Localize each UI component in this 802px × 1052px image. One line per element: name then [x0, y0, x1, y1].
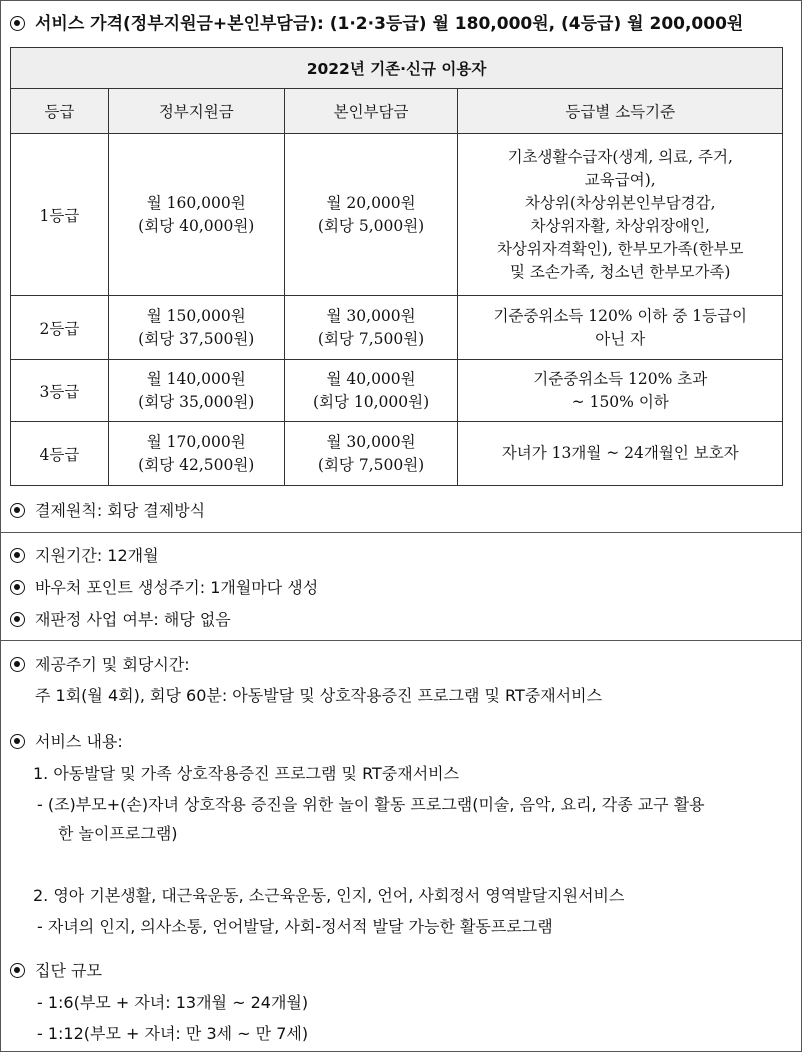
bullet-icon [10, 548, 25, 563]
grade-cell: 2등급 [11, 296, 109, 360]
section-divider [0, 640, 802, 641]
frequency-title: 제공주기 및 회당시간: [10, 654, 190, 676]
self-cell: 월 30,000원 (회당 7,500원) [284, 422, 458, 486]
bullet-icon [10, 612, 25, 627]
content-item-1: 1. 아동발달 및 가족 상호작용증진 프로그램 및 RT중재서비스 [33, 764, 460, 783]
gov-cell: 월 150,000원 (회당 37,500원) [108, 296, 284, 360]
bullet-icon [10, 503, 25, 518]
criteria-cell: 기준중위소득 120% 초과 ~ 150% 이하 [458, 360, 783, 422]
table-row [11, 296, 783, 360]
price-header [10, 13, 743, 35]
table-header-row [11, 89, 783, 134]
bullet-icon [10, 657, 25, 672]
gov-cell: 월 170,000원 (회당 42,500원) [108, 422, 284, 486]
criteria-cell: 기초생활수급자(생계, 의료, 주거, 교육급여), 차상위(차상위본인부담경감, 차상위자활, 차상위장애인, 차상위자격확인), 한부모가족(한부모 및 조손가족, 청소년 한부모가족) [458, 134, 783, 296]
col-header-gov: 정부지원금 [108, 89, 284, 134]
criteria-cell: 자녀가 13개월 ~ 24개월인 보호자 [458, 422, 783, 486]
reeval-line: 재판정 사업 여부: 해당 없음 [10, 609, 231, 631]
content-item-1-sub-cont: 한 놀이프로그램) [58, 824, 178, 843]
group-item-b: - 1:12(부모 + 자녀: 만 3세 ~ 만 7세) [37, 1024, 309, 1043]
criteria-cell: 기준중위소득 120% 이하 중 1등급이 아닌 자 [458, 296, 783, 360]
price-table [10, 47, 783, 486]
col-header-self: 본인부담금 [284, 89, 458, 134]
self-cell: 월 40,000원 (회당 10,000원) [284, 360, 458, 422]
grade-cell: 1등급 [11, 134, 109, 296]
group-item-a: - 1:6(부모 + 자녀: 13개월 ~ 24개월) [37, 993, 309, 1012]
bullet-icon [10, 580, 25, 595]
content-item-2-sub: - 자녀의 인지, 의사소통, 언어발달, 사회-정서적 발달 가능한 활동프로그램 [37, 917, 553, 936]
grade-cell: 3등급 [11, 360, 109, 422]
self-cell: 월 20,000원 (회당 5,000원) [284, 134, 458, 296]
table-row [11, 134, 783, 296]
col-header-criteria: 등급별 소득기준 [458, 89, 783, 134]
content-item-2: 2. 영아 기본생활, 대근육운동, 소근육운동, 인지, 언어, 사회정서 영역발달지원서비스 [33, 886, 625, 905]
section-divider [0, 532, 802, 533]
table-title: 2022년 기존·신규 이용자 [11, 48, 783, 89]
bullet-icon [10, 16, 25, 31]
content-item-1-sub: - (조)부모+(손)자녀 상호작용 증진을 위한 놀이 활동 프로그램(미술, 음악, 요리, 각종 교구 활용 [37, 795, 705, 814]
col-header-grade: 등급 [11, 89, 109, 134]
period-line: 지원기간: 12개월 [10, 545, 159, 567]
payment-line: 결제원칙: 회당 결제방식 [10, 500, 205, 522]
table-title-row [11, 48, 783, 89]
self-cell: 월 30,000원 (회당 7,500원) [284, 296, 458, 360]
bullet-icon [10, 963, 25, 978]
voucher-line: 바우처 포인트 생성주기: 1개월마다 생성 [10, 577, 318, 599]
gov-cell: 월 140,000원 (회당 35,000원) [108, 360, 284, 422]
table-row [11, 360, 783, 422]
price-header-text: 서비스 가격(정부지원금+본인부담금): (1·2·3등급) 월 180,000원, (4등급) 월 200,000원 [35, 14, 744, 34]
frequency-text: 주 1회(월 4회), 회당 60분: 아동발달 및 상호작용증진 프로그램 및 RT중재서비스 [35, 686, 603, 705]
table-row [11, 422, 783, 486]
grade-cell: 4등급 [11, 422, 109, 486]
gov-cell: 월 160,000원 (회당 40,000원) [108, 134, 284, 296]
bullet-icon [10, 734, 25, 749]
content-title: 서비스 내용: [10, 731, 123, 753]
group-title: 집단 규모 [10, 960, 102, 982]
